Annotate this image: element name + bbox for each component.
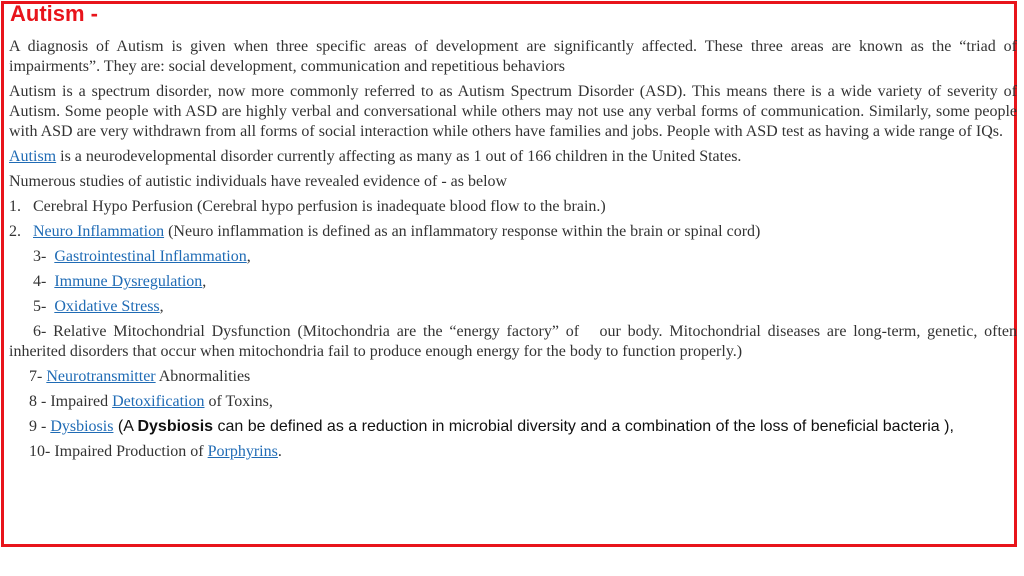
dysbiosis-open: (A <box>113 418 138 435</box>
detoxification-link[interactable]: Detoxification <box>112 393 205 410</box>
dysbiosis-definition <box>113 418 953 435</box>
list-item-8-suffix: of Toxins, <box>204 393 273 410</box>
oxidative-stress-link[interactable]: Oxidative Stress <box>54 298 160 315</box>
list-item-3-suffix: , <box>246 248 251 265</box>
list-item-2 <box>9 222 1017 242</box>
list-item-7-suffix: Abnormalities <box>155 368 251 385</box>
paragraph-prevalence <box>9 147 1017 167</box>
list-item-8-prefix: 8 - Impaired <box>29 393 113 410</box>
list-item-6: 6- Relative Mitochondrial Dysfunction (Mitochondria are the “energy factory” of our body. Mitochondrial diseases are long-term, genetic, often inherited disorders that occur when mitochondria fail to produce enough energy for the body to function properly.) <box>9 323 1021 360</box>
list-item-4-suffix: , <box>202 273 207 290</box>
list-item-5-number: 5- <box>33 298 55 315</box>
paragraph-diagnosis: A diagnosis of Autism is given when three specific areas of development are significantly affected. These three areas are known as the “triad of impairments”. They are: social development, communication and repetitious behaviors <box>9 38 1017 75</box>
prevalence-text: is a neurodevelopmental disorder currently affecting as many as 1 out of 166 children in the United States. <box>56 148 742 165</box>
list-item-10 <box>9 442 1017 462</box>
list-item-5 <box>9 297 1017 317</box>
article-body <box>9 37 1021 462</box>
list-item-7 <box>9 367 1017 387</box>
content-frame <box>1 1 1021 547</box>
gastrointestinal-inflammation-link[interactable]: Gastrointestinal Inflammation <box>54 248 247 265</box>
paragraph-studies: Numerous studies of autistic individuals have revealed evidence of - as below <box>9 173 508 190</box>
list-item-2-text: (Neuro inflammation is defined as an inflammatory response within the brain or spinal cord) <box>164 223 761 240</box>
neurotransmitter-link[interactable]: Neurotransmitter <box>46 368 156 385</box>
list-item-10-prefix: 10- Impaired Production of <box>29 443 208 460</box>
list-item-2-number: 2. <box>9 223 33 240</box>
dysbiosis-bold-term: Dysbiosis <box>137 418 214 435</box>
porphyrins-link[interactable]: Porphyrins <box>207 443 278 460</box>
autism-link[interactable]: Autism <box>9 148 57 165</box>
list-item-10-suffix: . <box>277 443 282 460</box>
list-item-4 <box>9 272 1017 292</box>
list-item-1: 1. Cerebral Hypo Perfusion (Cerebral hypo perfusion is inadequate blood flow to the brain.) <box>9 198 606 215</box>
list-item-7-number: 7- <box>29 368 47 385</box>
list-item-9 <box>9 417 1017 437</box>
list-item-5-suffix: , <box>159 298 164 315</box>
list-item-9-number: 9 - <box>29 418 51 435</box>
list-item-4-number: 4- <box>33 273 55 290</box>
list-item-3-number: 3- <box>33 248 55 265</box>
dysbiosis-definition-text: can be defined as a reduction in microbial diversity and a combination of the loss of beneficial bacteria ), <box>213 418 954 435</box>
list-item-8 <box>9 392 1017 412</box>
list-item-3 <box>9 247 1017 267</box>
paragraph-spectrum: Autism is a spectrum disorder, now more commonly referred to as Autism Spectrum Disorder (ASD). This means there is a wide variety of severity of Autism. Some people with ASD are highly verbal and conversational while others may not use any verbal forms of communication. Similarly, some people with ASD are very withdrawn from all forms of social interaction while others have families and jobs. People with ASD test as having a wide range of IQs. <box>9 83 1017 140</box>
dysbiosis-link[interactable]: Dysbiosis <box>50 418 114 435</box>
immune-dysregulation-link[interactable]: Immune Dysregulation <box>54 273 203 290</box>
neuro-inflammation-link[interactable]: Neuro Inflammation <box>33 223 165 240</box>
page-title: Autism - <box>10 1 98 26</box>
